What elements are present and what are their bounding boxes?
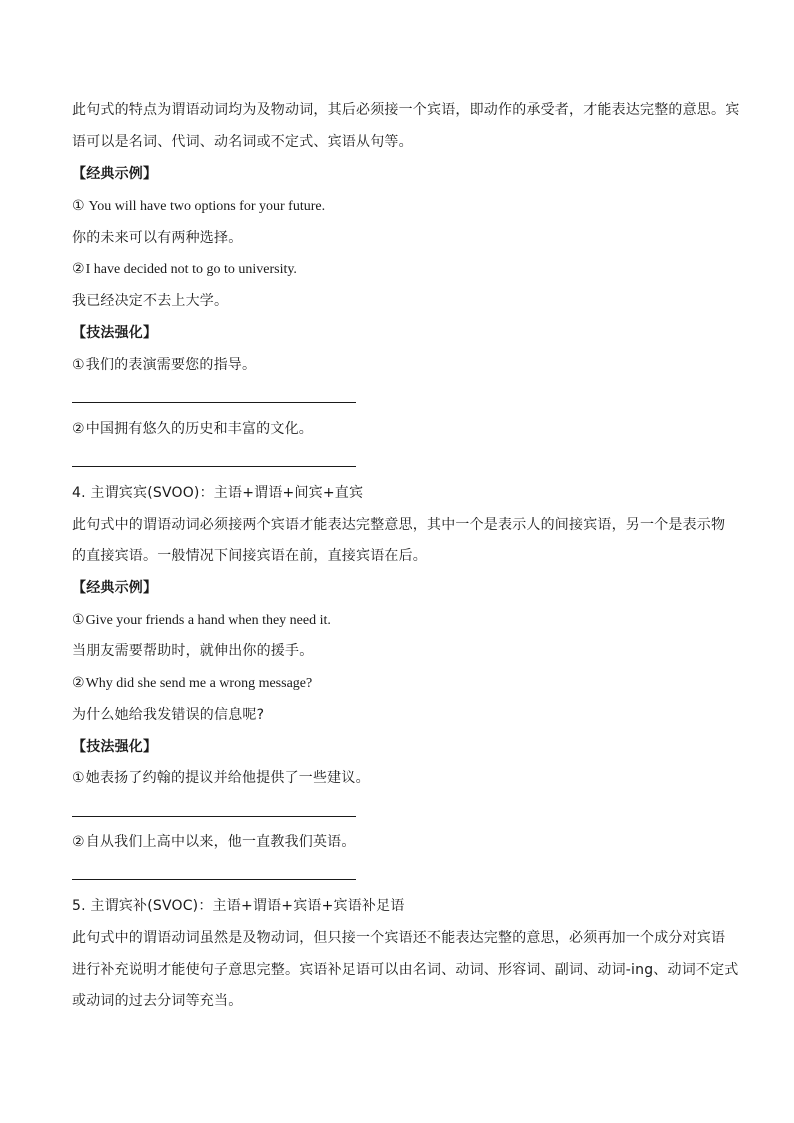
practice-item: [72, 355, 256, 375]
item-number: ①: [72, 357, 85, 373]
item-number: ①: [72, 612, 85, 628]
paragraph-line: 此句式的特点为谓语动词均为及物动词，其后必须接一个宾语，即动作的承受者，才能表达完整的意思。宾: [72, 102, 740, 118]
practice-text: 她表扬了约翰的提议并给他提供了一些建议。: [85, 770, 370, 786]
paragraph-line: 此句式中的谓语动词虽然是及物动词，但只接一个宾语还不能表达完整的意思，必须再加一个成分对宾语: [72, 930, 726, 946]
example-sentence-en: [72, 610, 331, 631]
item-number: ②: [72, 834, 85, 850]
example-text: I have decided not to go to university.: [85, 262, 297, 277]
paragraph-line: 的直接宾语。一般情况下间接宾语在前，直接宾语在后。: [72, 548, 427, 564]
practice-item: [72, 768, 370, 788]
answer-blank-line[interactable]: [72, 402, 356, 403]
practice-text: 中国拥有悠久的历史和丰富的文化。: [85, 421, 313, 437]
practice-header: 【技法强化】: [72, 325, 158, 341]
practice-item: [72, 419, 313, 439]
example-sentence-en: [72, 259, 297, 280]
paragraph-line: 语可以是名词、代词、动名词或不定式、宾语从句等。: [72, 134, 413, 150]
example-translation: 我已经决定不去上大学。: [72, 293, 229, 309]
section-title: 5. 主谓宾补(SVOC)：主语+谓语+宾语+宾语补足语: [72, 898, 405, 914]
example-text: Give your friends a hand when they need it.: [85, 613, 331, 628]
example-sentence-en: [72, 673, 312, 694]
answer-blank-line[interactable]: [72, 879, 356, 880]
paragraph-line: 或动词的过去分词等充当。: [72, 993, 243, 1009]
practice-text: 我们的表演需要您的指导。: [85, 357, 257, 373]
item-number: ②: [72, 675, 85, 691]
examples-header: 【经典示例】: [72, 580, 158, 596]
examples-header: 【经典示例】: [72, 166, 158, 182]
paragraph-line: 进行补充说明才能使句子意思完整。宾语补足语可以由名词、动词、形容词、副词、动词-ing、动词不定式: [72, 962, 739, 978]
item-number: ②: [72, 421, 85, 437]
practice-text: 自从我们上高中以来，他一直教我们英语。: [85, 834, 356, 850]
practice-header: 【技法强化】: [72, 739, 158, 755]
practice-item: [72, 832, 356, 852]
example-translation: 当朋友需要帮助时，就伸出你的援手。: [72, 643, 314, 659]
example-sentence-en: [72, 196, 325, 217]
answer-blank-line[interactable]: [72, 816, 356, 817]
section-title: 4. 主谓宾宾(SVOO)：主语+谓语+间宾+直宾: [72, 485, 364, 501]
item-number: ①: [72, 770, 85, 786]
item-number: ①: [72, 198, 85, 214]
example-text: You will have two options for your future.: [85, 199, 326, 214]
paragraph-line: 此句式中的谓语动词必须接两个宾语才能表达完整意思，其中一个是表示人的间接宾语，另一个是表示物: [72, 517, 726, 533]
example-translation: 你的未来可以有两种选择。: [72, 230, 243, 246]
example-text: Why did she send me a wrong message?: [85, 676, 313, 691]
example-translation: 为什么她给我发错误的信息呢?: [72, 707, 265, 723]
item-number: ②: [72, 261, 85, 277]
answer-blank-line[interactable]: [72, 466, 356, 467]
